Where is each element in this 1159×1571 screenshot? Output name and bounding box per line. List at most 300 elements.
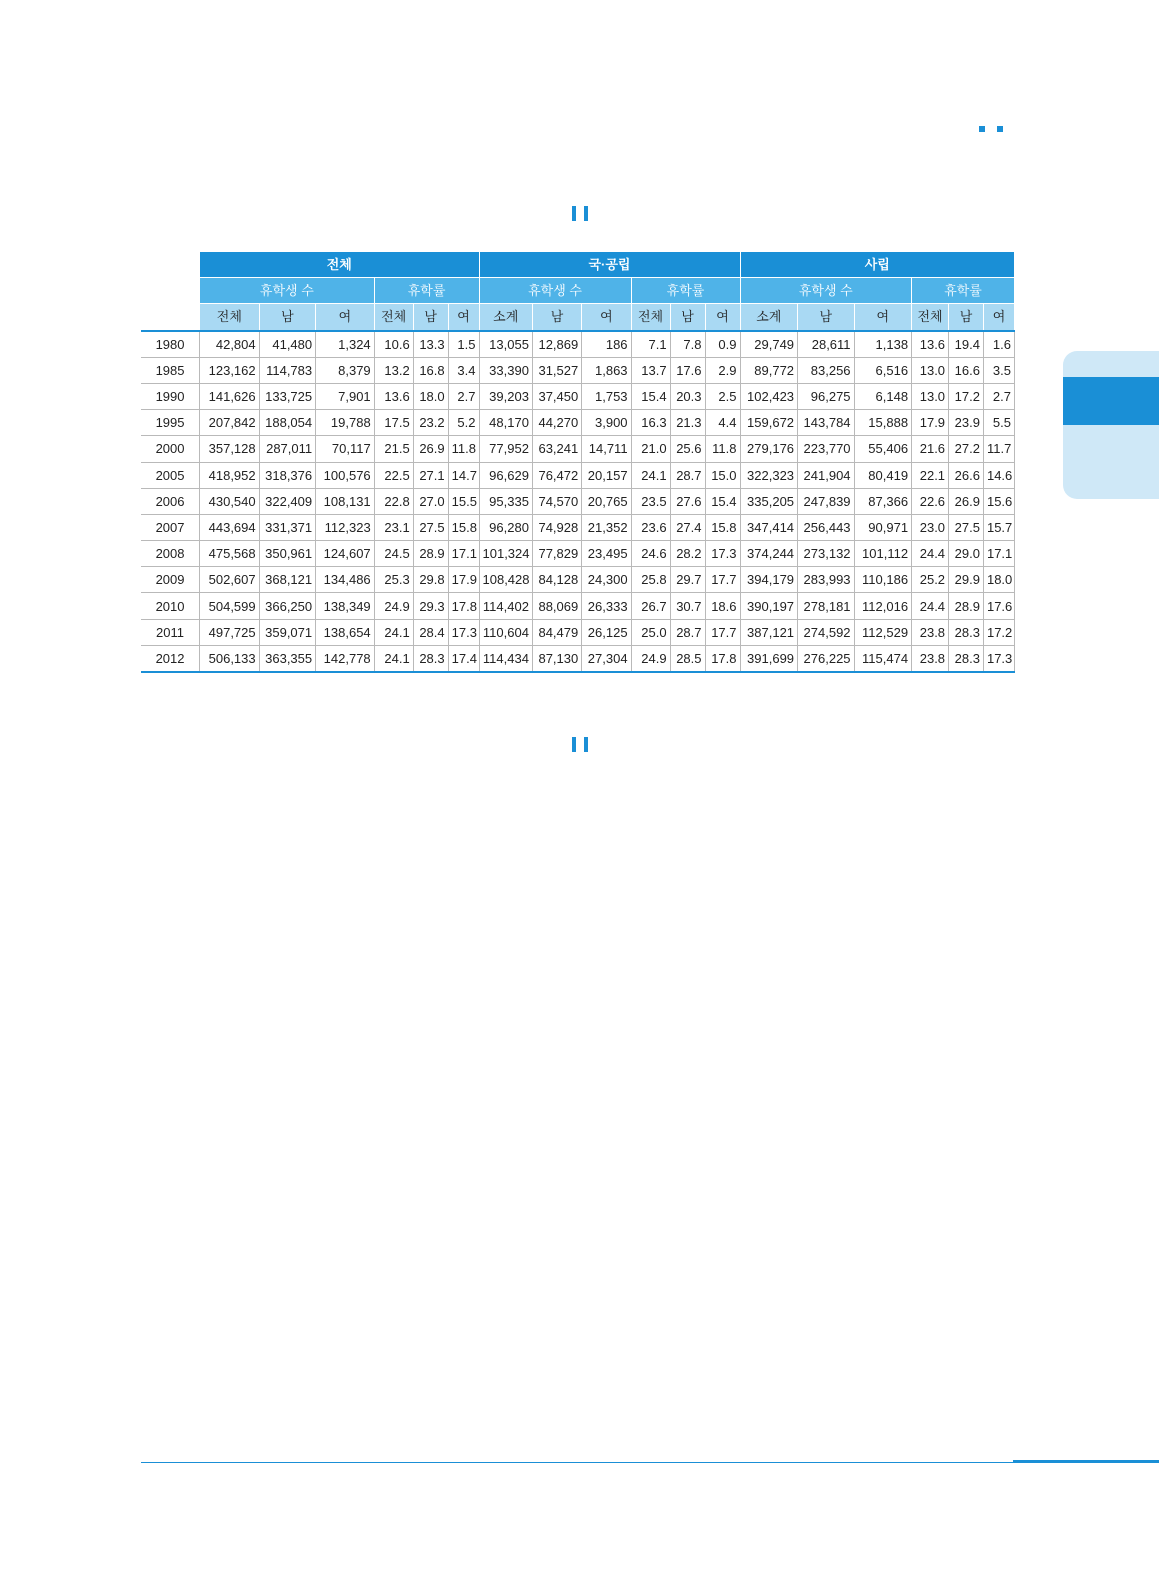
table-cell: 274,592 (798, 619, 855, 645)
table-cell: 25.8 (631, 567, 670, 593)
table-cell: 21.5 (374, 436, 413, 462)
table-cell: 15.7 (983, 514, 1014, 540)
table-row (141, 410, 1015, 436)
table-cell: 12,869 (532, 331, 581, 358)
year-label: 1995 (141, 410, 200, 436)
table-cell: 24.9 (631, 645, 670, 672)
table-cell: 23.6 (631, 514, 670, 540)
table-cell: 80,419 (854, 462, 912, 488)
table-row (141, 462, 1015, 488)
table-cell: 13.6 (374, 383, 413, 409)
table-cell: 115,474 (854, 645, 912, 672)
table-cell: 29.3 (413, 593, 448, 619)
group-header: 국·공립 (479, 252, 740, 278)
table-cell: 11.8 (448, 436, 479, 462)
column-header: 전체 (374, 304, 413, 331)
table-cell: 2.9 (705, 357, 740, 383)
table-cell: 112,016 (854, 593, 912, 619)
table-cell: 357,128 (200, 436, 260, 462)
table-cell: 28.7 (670, 619, 705, 645)
table-cell: 24.5 (374, 541, 413, 567)
table-cell: 29.7 (670, 567, 705, 593)
table-cell: 17.4 (448, 645, 479, 672)
table-cell: 24.9 (374, 593, 413, 619)
table-cell: 123,162 (200, 357, 260, 383)
table-cell: 247,839 (798, 488, 855, 514)
table-cell: 15.0 (705, 462, 740, 488)
table-cell: 19,788 (316, 410, 375, 436)
square-bullet-icon (997, 126, 1003, 132)
table-cell: 11.8 (705, 436, 740, 462)
year-label: 2008 (141, 541, 200, 567)
table-cell: 134,486 (316, 567, 375, 593)
table-row (141, 383, 1015, 409)
table-cell: 14,711 (582, 436, 631, 462)
table-cell: 29.0 (949, 541, 984, 567)
table-cell: 7.1 (631, 331, 670, 358)
table-cell: 28.3 (949, 645, 984, 672)
table-cell: 3.5 (983, 357, 1014, 383)
table-cell: 84,128 (532, 567, 581, 593)
table-cell: 17.1 (448, 541, 479, 567)
year-label: 1990 (141, 383, 200, 409)
table-cell: 1,324 (316, 331, 375, 358)
table-cell: 26.6 (949, 462, 984, 488)
subheader-rate: 휴학률 (374, 278, 479, 304)
table-cell: 28.9 (949, 593, 984, 619)
table-cell: 95,335 (479, 488, 532, 514)
table-row (141, 541, 1015, 567)
table-cell: 26.9 (413, 436, 448, 462)
table-cell: 11.7 (983, 436, 1014, 462)
table-cell: 7.8 (670, 331, 705, 358)
table-cell: 18.6 (705, 593, 740, 619)
subheader-count: 휴학생 수 (740, 278, 912, 304)
table1 (141, 251, 1015, 673)
subheader-rate: 휴학률 (912, 278, 1015, 304)
table-cell: 96,629 (479, 462, 532, 488)
table-cell: 207,842 (200, 410, 260, 436)
table-cell: 23.0 (912, 514, 949, 540)
table-cell: 390,197 (740, 593, 798, 619)
table-cell: 287,011 (259, 436, 316, 462)
table-cell: 26,125 (582, 619, 631, 645)
table-cell: 13.6 (912, 331, 949, 358)
table-cell: 13.0 (912, 383, 949, 409)
table-cell: 87,130 (532, 645, 581, 672)
table-cell: 23,495 (582, 541, 631, 567)
table-row (141, 331, 1015, 358)
chapter-side-tab (1063, 351, 1159, 499)
table-cell: 18.0 (983, 567, 1014, 593)
table-cell: 25.6 (670, 436, 705, 462)
table-cell: 17.5 (374, 410, 413, 436)
table-cell: 24.4 (912, 541, 949, 567)
table-cell: 44,270 (532, 410, 581, 436)
column-header: 남 (259, 304, 316, 331)
table-cell: 17.3 (983, 645, 1014, 672)
corner-blank (141, 252, 200, 278)
table-cell: 188,054 (259, 410, 316, 436)
table-cell: 331,371 (259, 514, 316, 540)
table-cell: 89,772 (740, 357, 798, 383)
table-cell: 90,971 (854, 514, 912, 540)
table-cell: 359,071 (259, 619, 316, 645)
table-row (141, 357, 1015, 383)
table-cell: 6,148 (854, 383, 912, 409)
table-cell: 497,725 (200, 619, 260, 645)
table-cell: 5.5 (983, 410, 1014, 436)
table-cell: 39,203 (479, 383, 532, 409)
table-cell: 2.7 (983, 383, 1014, 409)
header-row-sub (141, 278, 1015, 304)
table-cell: 23.1 (374, 514, 413, 540)
table-cell: 28.9 (413, 541, 448, 567)
table-cell: 223,770 (798, 436, 855, 462)
table-cell: 31,527 (532, 357, 581, 383)
table-cell: 21.0 (631, 436, 670, 462)
corner-blank (141, 278, 200, 304)
column-header: 여 (448, 304, 479, 331)
table-cell: 101,324 (479, 541, 532, 567)
table-cell: 13.2 (374, 357, 413, 383)
table-cell: 13.7 (631, 357, 670, 383)
table-cell: 24.1 (631, 462, 670, 488)
table-cell: 363,355 (259, 645, 316, 672)
group-header: 사립 (740, 252, 1015, 278)
table-cell: 8,379 (316, 357, 375, 383)
table-cell: 2.7 (448, 383, 479, 409)
table-cell: 1,863 (582, 357, 631, 383)
table-cell: 17.1 (983, 541, 1014, 567)
table-cell: 29,749 (740, 331, 798, 358)
corner-blank (141, 304, 200, 331)
table-cell: 143,784 (798, 410, 855, 436)
table-cell: 350,961 (259, 541, 316, 567)
table-cell: 22.6 (912, 488, 949, 514)
table-cell: 15.6 (983, 488, 1014, 514)
table-cell: 418,952 (200, 462, 260, 488)
table-cell: 74,928 (532, 514, 581, 540)
table-cell: 27.0 (413, 488, 448, 514)
table-cell: 430,540 (200, 488, 260, 514)
table-cell: 322,409 (259, 488, 316, 514)
table-cell: 506,133 (200, 645, 260, 672)
table-cell: 133,725 (259, 383, 316, 409)
table-cell: 283,993 (798, 567, 855, 593)
table-cell: 17.8 (705, 645, 740, 672)
table-cell: 33,390 (479, 357, 532, 383)
table-cell: 41,480 (259, 331, 316, 358)
table-cell: 138,349 (316, 593, 375, 619)
table-cell: 504,599 (200, 593, 260, 619)
table-cell: 55,406 (854, 436, 912, 462)
table-cell: 17.2 (949, 383, 984, 409)
column-header: 여 (582, 304, 631, 331)
table-cell: 76,472 (532, 462, 581, 488)
table-cell: 335,205 (740, 488, 798, 514)
table-cell: 15.5 (448, 488, 479, 514)
table-cell: 26.7 (631, 593, 670, 619)
table-cell: 1,138 (854, 331, 912, 358)
table-cell: 27.1 (413, 462, 448, 488)
subheader-count: 휴학생 수 (200, 278, 375, 304)
table-cell: 241,904 (798, 462, 855, 488)
table-cell: 25.0 (631, 619, 670, 645)
table-cell: 475,568 (200, 541, 260, 567)
table-cell: 70,117 (316, 436, 375, 462)
column-header: 여 (705, 304, 740, 331)
table-cell: 25.2 (912, 567, 949, 593)
table-cell: 26,333 (582, 593, 631, 619)
table2-caption (0, 735, 1159, 754)
table-cell: 29.9 (949, 567, 984, 593)
footer-rule-accent (1013, 1460, 1159, 1463)
year-label: 1985 (141, 357, 200, 383)
table-cell: 23.8 (912, 645, 949, 672)
table-cell: 114,402 (479, 593, 532, 619)
year-label: 2009 (141, 567, 200, 593)
table-cell: 24.4 (912, 593, 949, 619)
table-cell: 77,829 (532, 541, 581, 567)
table-row (141, 593, 1015, 619)
table-cell: 17.6 (670, 357, 705, 383)
table-cell: 20.3 (670, 383, 705, 409)
table-cell: 1,753 (582, 383, 631, 409)
column-header: 소계 (479, 304, 532, 331)
header-row-cols (141, 304, 1015, 331)
table-cell: 23.2 (413, 410, 448, 436)
caption-bar-icon (572, 737, 576, 752)
table-cell: 347,414 (740, 514, 798, 540)
table-cell: 110,604 (479, 619, 532, 645)
table-cell: 13.3 (413, 331, 448, 358)
subheader-rate: 휴학률 (631, 278, 740, 304)
column-header: 여 (316, 304, 375, 331)
table-cell: 24.1 (374, 645, 413, 672)
table-cell: 100,576 (316, 462, 375, 488)
table-cell: 20,157 (582, 462, 631, 488)
column-header: 전체 (631, 304, 670, 331)
table-row (141, 645, 1015, 672)
table-cell: 84,479 (532, 619, 581, 645)
table-cell: 15.4 (631, 383, 670, 409)
year-label: 2010 (141, 593, 200, 619)
table-cell: 63,241 (532, 436, 581, 462)
table-cell: 16.3 (631, 410, 670, 436)
table-cell: 24.6 (631, 541, 670, 567)
table-cell: 26.9 (949, 488, 984, 514)
table-cell: 108,131 (316, 488, 375, 514)
table-cell: 24,300 (582, 567, 631, 593)
table-cell: 96,280 (479, 514, 532, 540)
table-cell: 14.7 (448, 462, 479, 488)
table-cell: 22.1 (912, 462, 949, 488)
table-row (141, 567, 1015, 593)
table-cell: 23.9 (949, 410, 984, 436)
table-cell: 4.4 (705, 410, 740, 436)
table-cell: 21.6 (912, 436, 949, 462)
table-cell: 114,783 (259, 357, 316, 383)
table-cell: 21,352 (582, 514, 631, 540)
table-cell: 17.3 (448, 619, 479, 645)
caption-bar-icon (584, 737, 588, 752)
table-cell: 391,699 (740, 645, 798, 672)
table-cell: 112,323 (316, 514, 375, 540)
table-cell: 87,366 (854, 488, 912, 514)
table-cell: 108,428 (479, 567, 532, 593)
table-cell: 16.6 (949, 357, 984, 383)
table-cell: 27.2 (949, 436, 984, 462)
table-cell: 322,323 (740, 462, 798, 488)
table-cell: 27.5 (949, 514, 984, 540)
table-cell: 141,626 (200, 383, 260, 409)
table-cell: 74,570 (532, 488, 581, 514)
table-cell: 29.8 (413, 567, 448, 593)
table-cell: 27.4 (670, 514, 705, 540)
subheader-count: 휴학생 수 (479, 278, 631, 304)
table-cell: 17.9 (912, 410, 949, 436)
table-cell: 7,901 (316, 383, 375, 409)
table-cell: 15.8 (705, 514, 740, 540)
table-cell: 279,176 (740, 436, 798, 462)
table-cell: 276,225 (798, 645, 855, 672)
footer-rule (141, 1462, 1013, 1463)
year-label: 2011 (141, 619, 200, 645)
year-label: 2007 (141, 514, 200, 540)
table-cell: 394,179 (740, 567, 798, 593)
table-cell: 28.2 (670, 541, 705, 567)
table-cell: 14.6 (983, 462, 1014, 488)
table-cell: 23.5 (631, 488, 670, 514)
table-cell: 502,607 (200, 567, 260, 593)
table-cell: 374,244 (740, 541, 798, 567)
table-cell: 278,181 (798, 593, 855, 619)
table-row (141, 514, 1015, 540)
square-bullet-icon (979, 126, 985, 132)
table-cell: 0.9 (705, 331, 740, 358)
table-cell: 6,516 (854, 357, 912, 383)
table-cell: 37,450 (532, 383, 581, 409)
caption-bar-icon (572, 206, 576, 221)
table-cell: 110,186 (854, 567, 912, 593)
table-cell: 112,529 (854, 619, 912, 645)
column-header: 남 (413, 304, 448, 331)
table-cell: 13,055 (479, 331, 532, 358)
table-row (141, 619, 1015, 645)
table-cell: 13.0 (912, 357, 949, 383)
table-cell: 3.4 (448, 357, 479, 383)
column-header: 남 (949, 304, 984, 331)
section-header (979, 126, 1003, 132)
table-cell: 28.7 (670, 462, 705, 488)
table-cell: 17.8 (448, 593, 479, 619)
table-cell: 42,804 (200, 331, 260, 358)
table-cell: 159,672 (740, 410, 798, 436)
table-cell: 27.5 (413, 514, 448, 540)
table-cell: 443,694 (200, 514, 260, 540)
table-cell: 23.8 (912, 619, 949, 645)
table-cell: 17.6 (983, 593, 1014, 619)
table-cell: 19.4 (949, 331, 984, 358)
table-cell: 1.5 (448, 331, 479, 358)
table-cell: 17.3 (705, 541, 740, 567)
table-cell: 15.8 (448, 514, 479, 540)
column-header: 남 (532, 304, 581, 331)
group-header: 전체 (200, 252, 479, 278)
table-cell: 3,900 (582, 410, 631, 436)
table-cell: 83,256 (798, 357, 855, 383)
table-cell: 18.0 (413, 383, 448, 409)
table-cell: 28.3 (949, 619, 984, 645)
table-cell: 27.6 (670, 488, 705, 514)
table-cell: 101,112 (854, 541, 912, 567)
year-label: 1980 (141, 331, 200, 358)
table-cell: 17.7 (705, 567, 740, 593)
table-cell: 16.8 (413, 357, 448, 383)
column-header: 여 (854, 304, 912, 331)
column-header: 남 (670, 304, 705, 331)
column-header: 여 (983, 304, 1014, 331)
table-cell: 28,611 (798, 331, 855, 358)
table-cell: 142,778 (316, 645, 375, 672)
table-cell: 15.4 (705, 488, 740, 514)
table-cell: 21.3 (670, 410, 705, 436)
table-cell: 17.2 (983, 619, 1014, 645)
table-cell: 273,132 (798, 541, 855, 567)
table-cell: 102,423 (740, 383, 798, 409)
table-cell: 30.7 (670, 593, 705, 619)
table-cell: 28.4 (413, 619, 448, 645)
table-cell: 17.9 (448, 567, 479, 593)
table-cell: 15,888 (854, 410, 912, 436)
year-label: 2005 (141, 462, 200, 488)
caption-bar-icon (584, 206, 588, 221)
year-label: 2000 (141, 436, 200, 462)
column-header: 전체 (200, 304, 260, 331)
column-header: 남 (798, 304, 855, 331)
header-row-groups (141, 252, 1015, 278)
table-cell: 88,069 (532, 593, 581, 619)
table-cell: 318,376 (259, 462, 316, 488)
year-label: 2006 (141, 488, 200, 514)
table-cell: 138,654 (316, 619, 375, 645)
table-cell: 22.8 (374, 488, 413, 514)
table1-caption (0, 204, 1159, 223)
table-row (141, 488, 1015, 514)
table-cell: 5.2 (448, 410, 479, 436)
table-cell: 25.3 (374, 567, 413, 593)
table-cell: 27,304 (582, 645, 631, 672)
column-header: 전체 (912, 304, 949, 331)
table-cell: 17.7 (705, 619, 740, 645)
table-cell: 28.5 (670, 645, 705, 672)
table-cell: 2.5 (705, 383, 740, 409)
table-cell: 114,434 (479, 645, 532, 672)
table-cell: 77,952 (479, 436, 532, 462)
table-cell: 387,121 (740, 619, 798, 645)
table-cell: 186 (582, 331, 631, 358)
table-cell: 1.6 (983, 331, 1014, 358)
table-cell: 10.6 (374, 331, 413, 358)
table-cell: 48,170 (479, 410, 532, 436)
table-cell: 20,765 (582, 488, 631, 514)
table-cell: 368,121 (259, 567, 316, 593)
table-cell: 22.5 (374, 462, 413, 488)
table-cell: 256,443 (798, 514, 855, 540)
table-cell: 28.3 (413, 645, 448, 672)
table-cell: 24.1 (374, 619, 413, 645)
